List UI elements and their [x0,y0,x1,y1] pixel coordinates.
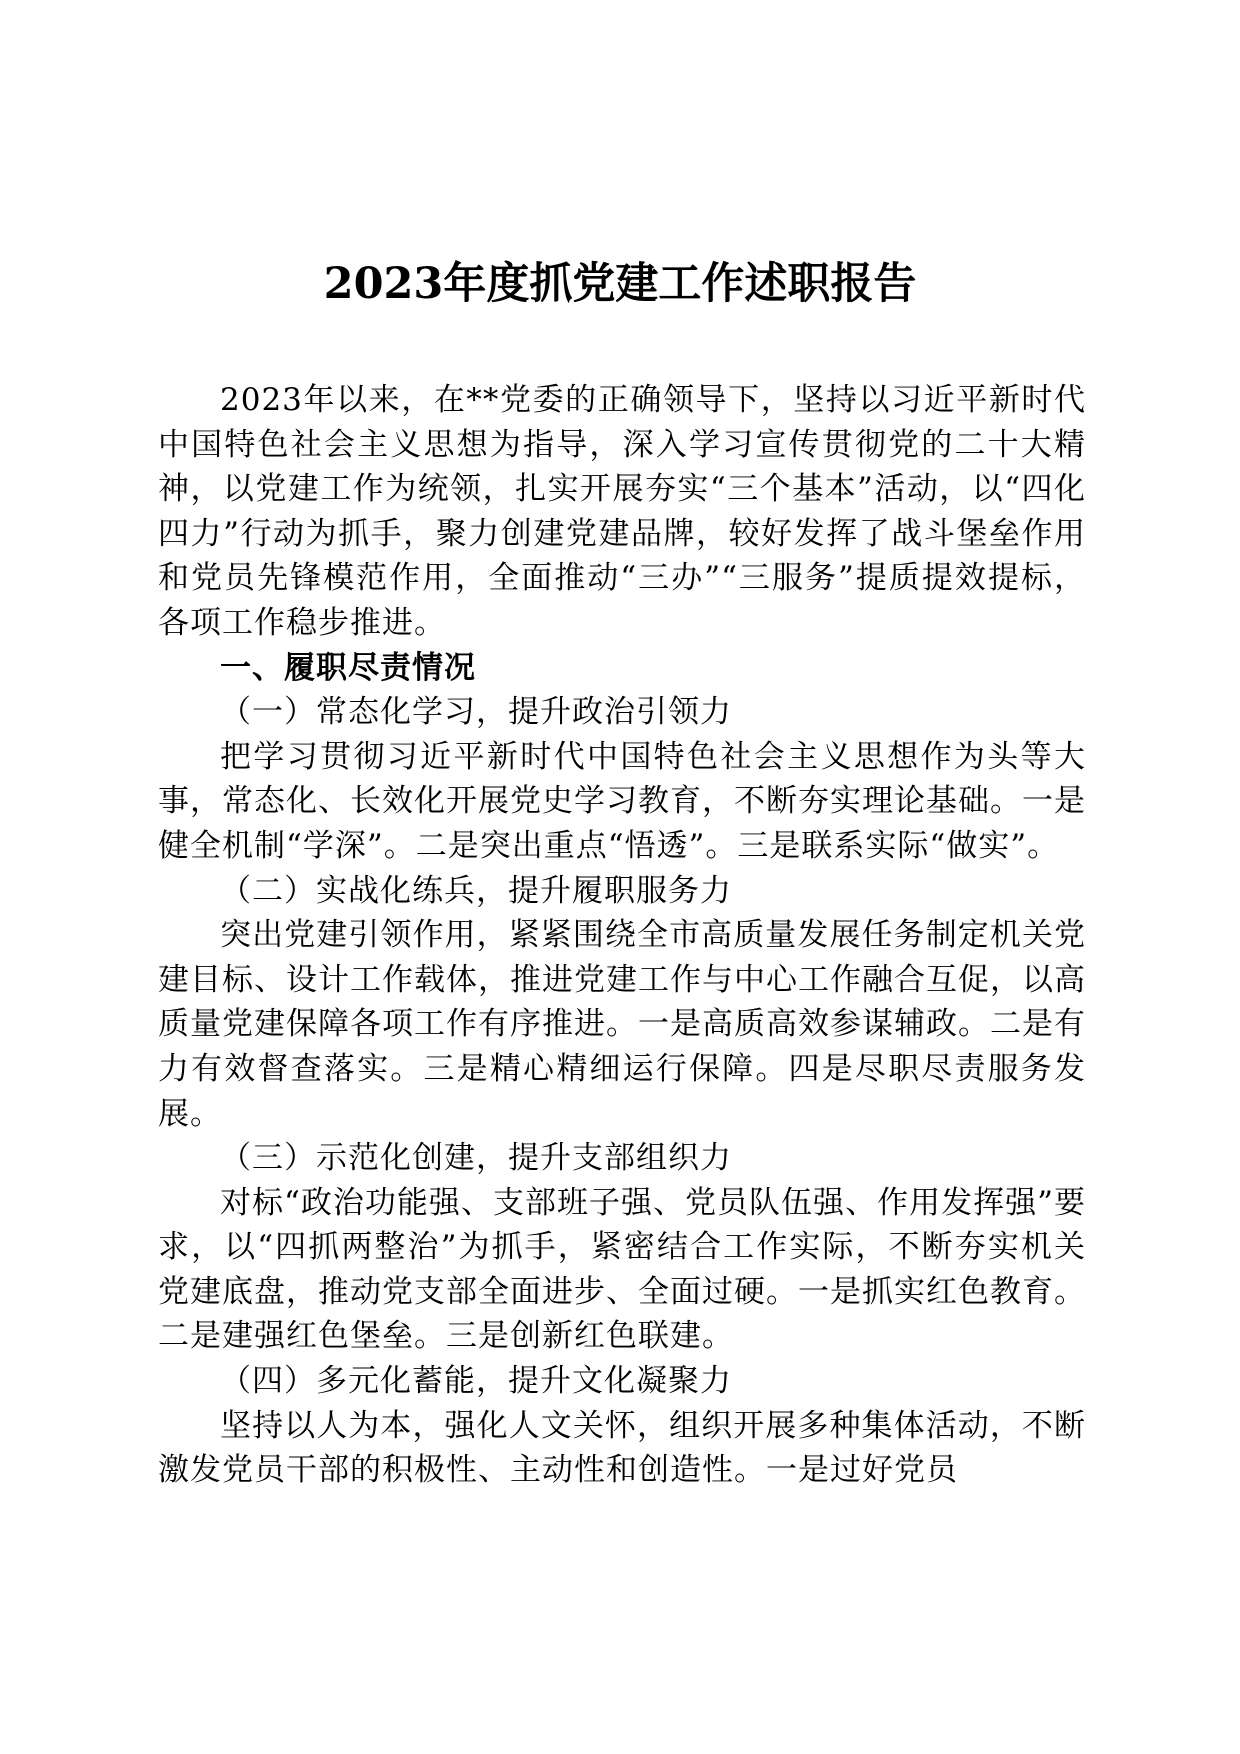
paragraph-study: 把学习贯彻习近平新时代中国特色社会主义思想作为头等大事，常态化、长效化开展党史学习教育，不断夯实理论基础。一是健全机制“学深”。二是突出重点“悟透”。三是联系实际“做实”。 [158,738,1086,864]
subsection-heading-2: （二）实战化练兵，提升履职服务力 [220,872,732,909]
subsection-heading-4: （四）多元化蓄能，提升文化凝聚力 [220,1363,732,1400]
subsection-heading-3: （三）示范化创建，提升支部组织力 [220,1140,732,1177]
page-footer [0,1734,1240,1754]
document-body [158,378,1086,1493]
paragraph-practice: 突出党建引领作用，紧紧围绕全市高质量发展任务制定机关党建目标、设计工作载体，推进党建工作与中心工作融合互促，以高质量党建保障各项工作有序推进。一是高质高效参谋辅政。二是有力有效督查落实。三是精心精细运行保障。四是尽职尽责服务发展。 [158,917,1086,1132]
paragraph-branch: 对标“政治功能强、支部班子强、党员队伍强、作用发挥强”要求，以“四抓两整治”为抓手，紧密结合工作实际，不断夯实机关党建底盘，推动党支部全面进步、全面过硬。一是抓实红色教育。二是建强红色堡垒。三是创新红色联建。 [158,1184,1086,1355]
document-title: 2023年度抓党建工作述职报告 [323,259,917,309]
paragraph-intro: 2023年以来，在**党委的正确领导下，坚持以习近平新时代中国特色社会主义思想为指导，深入学习宣传贯彻党的二十大精神，以党建工作为统领，扎实开展夯实“三个基本”活动，以“四化四力”行动为抓手，聚力创建党建品牌，较好发挥了战斗堡垒作用和党员先锋模范作用，全面推动“三办”“三服务”提质提效提标，各项工作稳步推进。 [158,382,1086,641]
subsection-heading-1: （一）常态化学习，提升政治引领力 [220,694,732,731]
section-heading-1: 一、履职尽责情况 [220,649,476,686]
paragraph-culture: 坚持以人为本，强化人文关怀，组织开展多种集体活动，不断激发党员干部的积极性、主动性和创造性。一是过好党员 [158,1407,1086,1489]
